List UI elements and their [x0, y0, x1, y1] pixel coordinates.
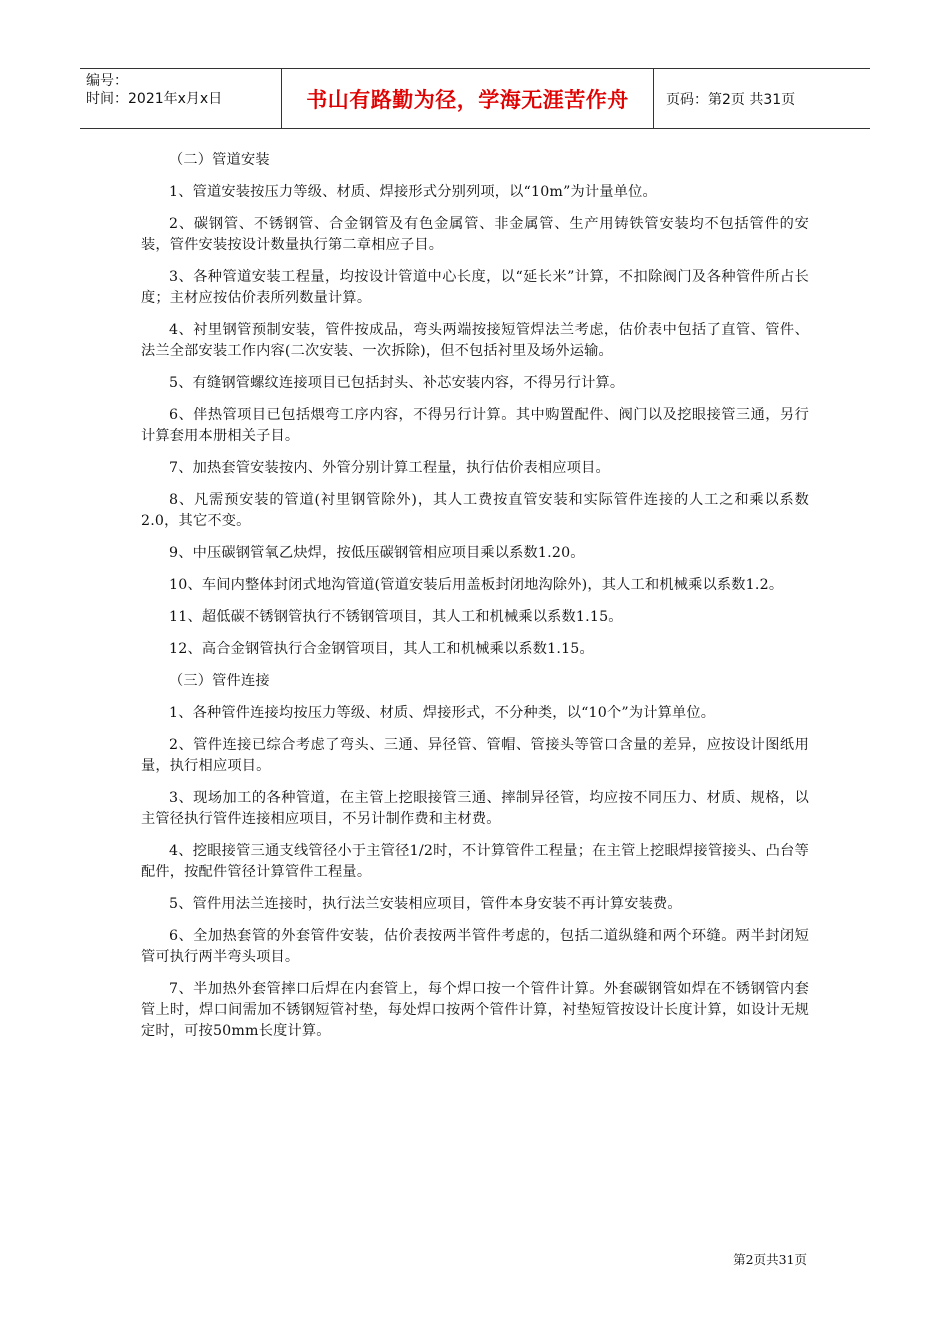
paragraph: 8、凡需预安装的管道(衬里钢管除外)，其人工费按直管安装和实际管件连接的人工之和乘以系数2.0，其它不变。	[141, 492, 809, 529]
time-label: 时间：2021年x月x日	[86, 91, 223, 107]
paragraph: 4、衬里钢管预制安装，管件按成品，弯头两端按接短管焊法兰考虑，估价表中包括了直管、管件、法兰全部安装工作内容(二次安装、一次拆除)，但不包括衬里及场外运输。	[141, 322, 809, 359]
paragraph: 5、有缝钢管螺纹连接项目已包括封头、补芯安装内容，不得另行计算。	[169, 375, 625, 391]
header-meta	[80, 69, 282, 128]
section-heading-pipe-install: （二）管道安装	[169, 152, 270, 168]
paragraph: 3、现场加工的各种管道，在主管上挖眼接管三通、摔制异径管，均应按不同压力、材质、规格，以主管径执行管件连接相应项目，不另计制作费和主材费。	[141, 790, 809, 827]
paragraph: 2、管件连接已综合考虑了弯头、三通、异径管、管帽、管接头等管口含量的差异，应按设计图纸用量，执行相应项目。	[141, 737, 809, 774]
number-label: 编号：	[86, 73, 128, 89]
header-motto: 书山有路勤为径，学海无涯苦作舟	[282, 69, 654, 128]
page-header	[80, 68, 870, 129]
paragraph: 7、半加热外套管摔口后焊在内套管上，每个焊口按一个管件计算。外套碳钢管如焊在不锈钢管内套管上时，焊口间需加不锈钢短管衬垫，每处焊口按两个管件计算，衬垫短管按设计长度计算，如设计无规定时，可按50mm长度计算。	[141, 981, 809, 1039]
paragraph: 10、车间内整体封闭式地沟管道(管道安装后用盖板封闭地沟除外)，其人工和机械乘以系数1.2。	[169, 577, 784, 593]
page-footer: 第2页共31页	[733, 1252, 807, 1267]
paragraph: 11、超低碳不锈钢管执行不锈钢管项目，其人工和机械乘以系数1.15。	[169, 609, 623, 625]
paragraph: 7、加热套管安装按内、外管分别计算工程量，执行估价表相应项目。	[169, 460, 610, 476]
paragraph: 9、中压碳钢管氧乙炔焊，按低压碳钢管相应项目乘以系数1.20。	[169, 545, 585, 561]
paragraph: 4、挖眼接管三通支线管径小于主管径1/2时，不计算管件工程量；在主管上挖眼焊接管接头、凸台等配件，按配件管径计算管件工程量。	[141, 843, 809, 880]
paragraph: 6、全加热套管的外套管件安装，估价表按两半管件考虑的，包括二道纵缝和两个环缝。两半封闭短管可执行两半弯头项目。	[141, 928, 809, 965]
paragraph: 1、管道安装按压力等级、材质、焊接形式分别列项，以“10m”为计量单位。	[169, 184, 657, 200]
paragraph: 6、伴热管项目已包括煨弯工序内容，不得另行计算。其中购置配件、阀门以及挖眼接管三通，另行计算套用本册相关子目。	[141, 407, 809, 444]
paragraph: 1、各种管件连接均按压力等级、材质、焊接形式，不分种类，以“10个”为计算单位。	[169, 705, 716, 721]
header-page-label: 页码：第2页 共31页	[666, 91, 796, 108]
paragraph: 12、高合金钢管执行合金钢管项目，其人工和机械乘以系数1.15。	[169, 641, 594, 657]
paragraph: 5、管件用法兰连接时，执行法兰安装相应项目，管件本身安装不再计算安装费。	[169, 896, 682, 912]
paragraph: 2、碳钢管、不锈钢管、合金钢管及有色金属管、非金属管、生产用铸铁管安装均不包括管件的安装，管件安装按设计数量执行第二章相应子目。	[141, 216, 809, 253]
section-heading-fittings: （三）管件连接	[169, 673, 270, 689]
paragraph: 3、各种管道安装工程量，均按设计管道中心长度，以“延长米”计算，不扣除阀门及各种管件所占长度；主材应按估价表所列数量计算。	[141, 269, 809, 306]
document-body	[141, 150, 809, 1053]
